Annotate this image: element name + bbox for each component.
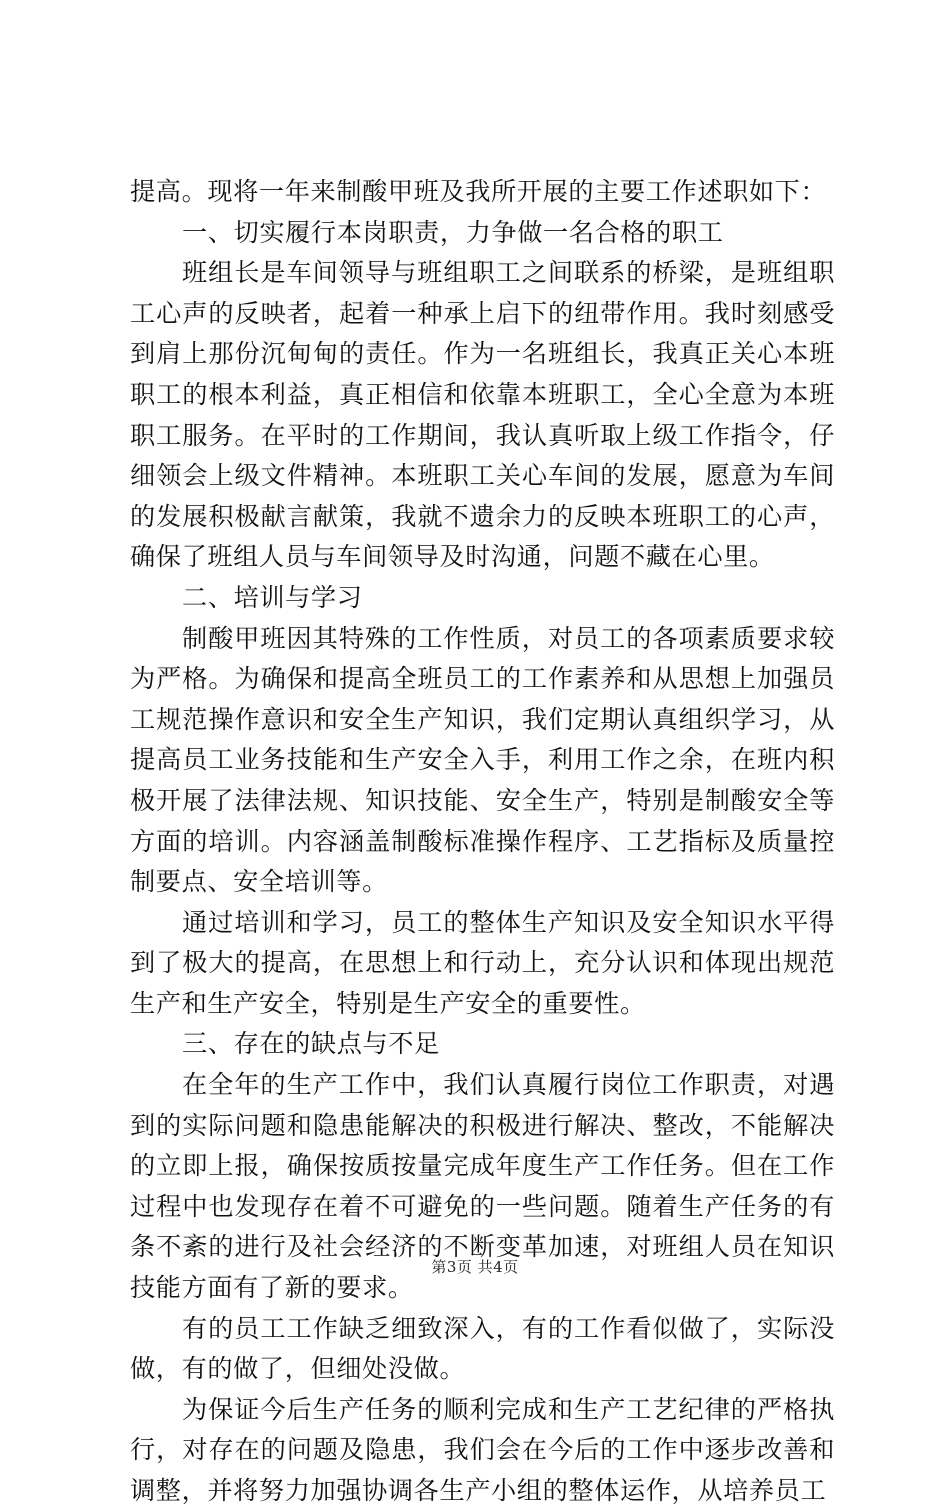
- section-heading-1: 一、切实履行本岗职责，力争做一名合格的职工: [182, 217, 724, 247]
- section-heading-2: 二、培训与学习: [182, 582, 363, 612]
- document-body: [130, 172, 835, 1512]
- page-footer: 第3页 共4页: [431, 1258, 519, 1276]
- body-paragraph: 通过培训和学习，员工的整体生产知识及安全知识水平得到了极大的提高，在思想上和行动上，充分认识和体现出规范生产和生产安全，特别是生产安全的重要性。: [130, 907, 835, 1018]
- section-heading-3: 三、存在的缺点与不足: [182, 1029, 440, 1059]
- body-paragraph: 在全年的生产工作中，我们认真履行岗位工作职责，对遇到的实际问题和隐患能解决的积极进行解决、整改，不能解决的立即上报，确保按质按量完成年度生产工作任务。但在工作过程中也发现存在着不可避免的一些问题。随着生产任务的有条不紊的进行及社会经济的不断变革加速，对班组人员在知识技能方面有了新的要求。: [130, 1070, 835, 1303]
- body-paragraph: 有的员工工作缺乏细致深入，有的工作看似做了，实际没做，有的做了，但细处没做。: [130, 1313, 835, 1384]
- intro-paragraph: 提高。现将一年来制酸甲班及我所开展的主要工作述职如下：: [130, 177, 827, 206]
- body-paragraph: 制酸甲班因其特殊的工作性质，对员工的各项素质要求较为严格。为确保和提高全班员工的工作素养和从思想上加强员工规范操作意识和安全生产知识，我们定期认真组织学习，从提高员工业务技能和生产安全入手，利用工作之余，在班内积极开展了法律法规、知识技能、安全生产，特别是制酸安全等方面的培训。内容涵盖制酸标准操作程序、工艺指标及质量控制要点、安全培训等。: [130, 623, 835, 897]
- body-paragraph: 班组长是车间领导与班组职工之间联系的桥梁，是班组职工心声的反映者，起着一种承上启下的纽带作用。我时刻感受到肩上那份沉甸甸的责任。作为一名班组长，我真正关心本班职工的根本利益，真正相信和依靠本班职工，全心全意为本班职工服务。在平时的工作期间，我认真听取上级工作指令，仔细领会上级文件精神。本班职工关心车间的发展，愿意为车间的发展积极献言献策，我就不遗余力的反映本班职工的心声，确保了班组人员与车间领导及时沟通，问题不藏在心里。: [130, 258, 835, 572]
- body-paragraph: 为保证今后生产任务的顺利完成和生产工艺纪律的严格执行，对存在的问题及隐患，我们会在今后的工作中逐步改善和调整，并将努力加强协调各生产小组的整体运作，从培养员工: [130, 1394, 835, 1505]
